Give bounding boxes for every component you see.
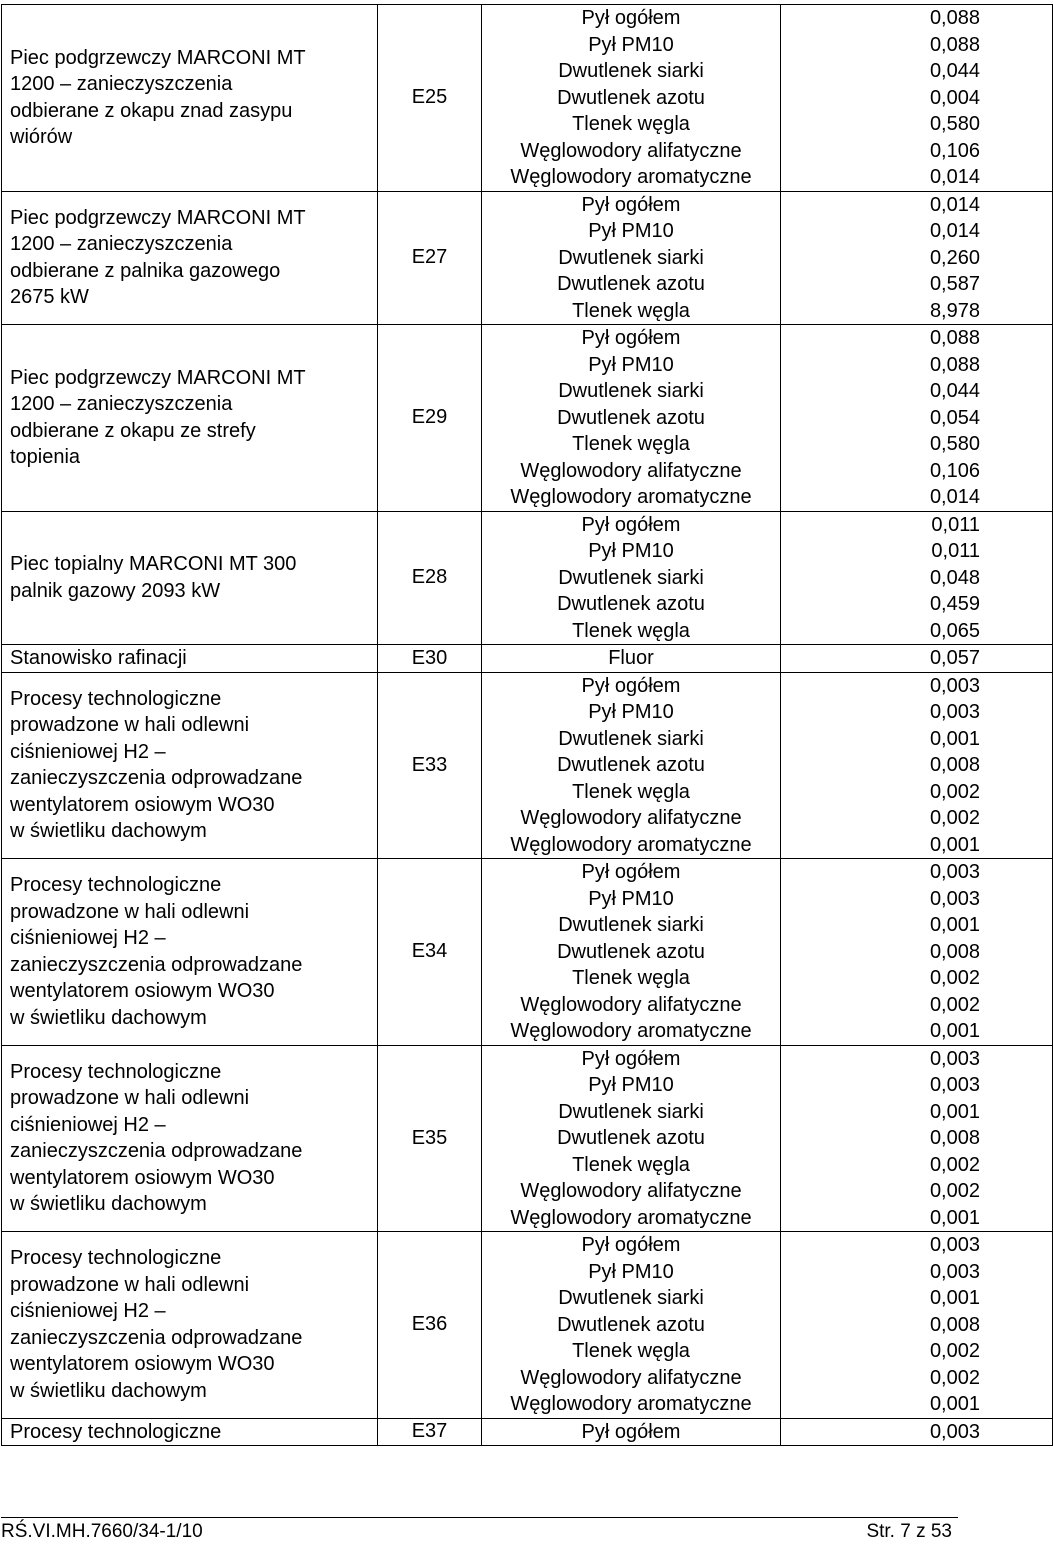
pollutant-name: Tlenek węgla xyxy=(572,113,690,135)
table-row xyxy=(2,1418,1053,1446)
emitter-code: E36 xyxy=(378,1232,482,1419)
emission-value: 0,014 xyxy=(929,220,980,242)
pollutant-name: Węglowodory alifatyczne xyxy=(520,139,742,162)
emission-value: 0,003 xyxy=(929,1234,980,1256)
emission-source-line: 1200 – zanieczyszczenia xyxy=(10,393,233,416)
emission-value-list xyxy=(781,5,1053,192)
pollutant-name: Dwutlenek azotu xyxy=(557,593,705,615)
emission-value: 0,088 xyxy=(929,353,980,376)
table-row xyxy=(2,511,1053,645)
pollutant-name: Dwutlenek siarki xyxy=(558,60,704,82)
emission-source-line: prowadzone w hali odlewni xyxy=(10,1273,250,1296)
pollutant-name: Węglowodory aromatyczne xyxy=(510,1393,752,1415)
emission-value: 0,054 xyxy=(929,406,980,429)
emission-source-cell xyxy=(2,859,378,1046)
emission-table xyxy=(1,4,1053,1446)
emission-value: 0,001 xyxy=(929,833,980,856)
emission-source-line: zanieczyszczenia odprowadzane xyxy=(10,767,303,790)
emitter-code: E35 xyxy=(378,1045,482,1232)
pollutant-name: Dwutlenek azotu xyxy=(557,1127,705,1149)
emission-value: 0,580 xyxy=(929,433,980,455)
emission-source-cell xyxy=(2,5,378,192)
emission-source-line: Procesy technologiczne xyxy=(10,1060,222,1083)
emission-value: 0,002 xyxy=(929,993,980,1016)
emission-value-list xyxy=(781,191,1053,325)
pollutant-name: Tlenek węgla xyxy=(572,433,690,455)
emitter-code: E30 xyxy=(378,645,482,673)
emission-table-body xyxy=(2,5,1053,1446)
emission-source-line: Piec podgrzewczy MARCONI MT xyxy=(10,46,306,69)
table-row xyxy=(2,645,1053,673)
pollutant-name: Fluor xyxy=(608,647,654,669)
pollutant-name: Pył PM10 xyxy=(588,887,674,910)
emission-value: 0,106 xyxy=(929,139,980,162)
emission-value-list xyxy=(781,1045,1053,1232)
pollutant-name: Pył ogółem xyxy=(581,1420,681,1443)
emission-source-line: Procesy technologiczne xyxy=(10,687,222,710)
pollutant-name: Węglowodory aromatyczne xyxy=(510,1206,752,1229)
pollutant-name: Dwutlenek azotu xyxy=(557,406,705,429)
pollutant-name: Węglowodory aromatyczne xyxy=(510,486,752,508)
emission-value: 0,001 xyxy=(929,1206,980,1229)
table-row xyxy=(2,1232,1053,1419)
pollutant-list xyxy=(482,1045,781,1232)
footer-reference: RŚ.VI.MH.7660/34-1/10 xyxy=(1,1521,203,1542)
pollutant-list xyxy=(482,1418,781,1446)
emission-value: 0,001 xyxy=(929,1020,980,1042)
emission-value-list xyxy=(781,672,1053,859)
pollutant-name: Dwutlenek siarki xyxy=(558,566,704,589)
emission-value: 0,088 xyxy=(929,33,980,56)
emission-source-line: wentylatorem osiowym WO30 xyxy=(10,1353,275,1376)
emission-source-line: ciśnieniowej H2 – xyxy=(10,927,166,950)
emission-source-cell xyxy=(2,672,378,859)
emission-source-line: w świetliku dachowym xyxy=(10,820,207,843)
emission-source-line: Stanowisko rafinacji xyxy=(10,647,187,669)
emission-source-line: odbierane z okapu znad zasypu xyxy=(10,99,293,122)
emission-value: 0,003 xyxy=(929,887,980,910)
emission-value: 0,001 xyxy=(929,1393,980,1415)
emission-value: 0,088 xyxy=(929,327,980,349)
emission-value: 0,003 xyxy=(929,701,980,723)
emission-value: 0,011 xyxy=(931,513,980,536)
emission-value: 0,044 xyxy=(929,380,980,402)
emission-value: 0,011 xyxy=(931,540,980,562)
emitter-code: E25 xyxy=(378,5,482,192)
pollutant-name: Pył PM10 xyxy=(588,1074,674,1096)
pollutant-name: Pył PM10 xyxy=(588,701,674,723)
pollutant-name: Pył PM10 xyxy=(588,1260,674,1283)
pollutant-name: Pył ogółem xyxy=(581,7,681,29)
emission-value: 0,260 xyxy=(929,246,980,269)
pollutant-name: Pył PM10 xyxy=(588,33,674,56)
emission-source-line: prowadzone w hali odlewni xyxy=(10,900,250,923)
pollutant-name: Dwutlenek azotu xyxy=(557,940,705,963)
pollutant-name: Pył PM10 xyxy=(588,540,674,562)
table-row xyxy=(2,1045,1053,1232)
emission-value: 0,001 xyxy=(929,914,980,936)
emission-source-cell xyxy=(2,1232,378,1419)
emission-source-line: zanieczyszczenia odprowadzane xyxy=(10,953,303,976)
table-row xyxy=(2,191,1053,325)
emission-value-list xyxy=(781,645,1053,673)
emission-source-line: 1200 – zanieczyszczenia xyxy=(10,233,233,256)
emission-value: 0,048 xyxy=(929,566,980,589)
emitter-code: E28 xyxy=(378,511,482,645)
emission-value: 0,008 xyxy=(929,1313,980,1336)
emission-value-list xyxy=(781,1232,1053,1419)
emission-source-line: Procesy technologiczne xyxy=(10,874,222,897)
emission-source-line: prowadzone w hali odlewni xyxy=(10,714,250,737)
emission-value-list xyxy=(781,1418,1053,1446)
pollutant-name: Dwutlenek siarki xyxy=(558,380,704,402)
pollutant-name: Węglowodory alifatyczne xyxy=(520,459,742,482)
emission-value-list xyxy=(781,511,1053,645)
pollutant-list xyxy=(482,511,781,645)
emission-source-line: odbierane z okapu ze strefy xyxy=(10,419,256,442)
emission-value: 0,044 xyxy=(929,60,980,82)
pollutant-name: Pył ogółem xyxy=(581,1234,681,1256)
pollutant-name: Węglowodory alifatyczne xyxy=(520,1180,742,1202)
emission-value: 0,002 xyxy=(929,1153,980,1176)
emission-value: 8,978 xyxy=(929,299,980,322)
table-row xyxy=(2,325,1053,512)
emitter-code: E29 xyxy=(378,325,482,512)
emission-source-cell xyxy=(2,645,378,673)
pollutant-name: Dwutlenek siarki xyxy=(558,727,704,750)
pollutant-list xyxy=(482,5,781,192)
pollutant-name: Pył PM10 xyxy=(588,353,674,376)
emission-source-line: wentylatorem osiowym WO30 xyxy=(10,1166,275,1189)
emission-value: 0,057 xyxy=(929,647,980,669)
table-row xyxy=(2,672,1053,859)
footer-rule xyxy=(1,1517,958,1518)
emission-value: 0,002 xyxy=(929,1340,980,1362)
pollutant-name: Dwutlenek siarki xyxy=(558,1100,704,1123)
pollutant-name: Dwutlenek azotu xyxy=(557,86,705,109)
emission-source-line: wentylatorem osiowym WO30 xyxy=(10,793,275,816)
emission-source-line: 2675 kW xyxy=(10,286,89,309)
table-row xyxy=(2,859,1053,1046)
emission-value: 0,459 xyxy=(929,593,980,615)
emission-source-line: wentylatorem osiowym WO30 xyxy=(10,980,275,1003)
emission-value: 0,008 xyxy=(929,754,980,776)
emission-source-line: ciśnieniowej H2 – xyxy=(10,1113,166,1136)
emission-source-line: zanieczyszczenia odprowadzane xyxy=(10,1326,303,1349)
pollutant-name: Dwutlenek siarki xyxy=(558,246,704,269)
pollutant-name: Dwutlenek azotu xyxy=(557,1313,705,1336)
emission-value: 0,003 xyxy=(929,1420,980,1443)
emission-source-line: Piec topialny MARCONI MT 300 xyxy=(10,553,297,576)
pollutant-list xyxy=(482,672,781,859)
pollutant-list xyxy=(482,645,781,673)
emission-value: 0,001 xyxy=(929,1100,980,1123)
emitter-code: E33 xyxy=(378,672,482,859)
emission-value: 0,004 xyxy=(929,86,980,109)
footer-page-number: Str. 7 z 53 xyxy=(866,1521,952,1542)
emission-value: 0,002 xyxy=(929,1366,980,1389)
emission-value: 0,003 xyxy=(929,861,980,883)
emission-value: 0,106 xyxy=(929,459,980,482)
emission-source-line: topienia xyxy=(10,446,81,469)
pollutant-name: Pył PM10 xyxy=(588,220,674,242)
emission-value: 0,001 xyxy=(929,727,980,750)
pollutant-name: Tlenek węgla xyxy=(572,299,690,322)
emission-source-line: Procesy technologiczne xyxy=(10,1247,222,1270)
emission-value: 0,088 xyxy=(929,7,980,29)
pollutant-list xyxy=(482,191,781,325)
pollutant-name: Tlenek węgla xyxy=(572,1153,690,1176)
emission-source-line: ciśnieniowej H2 – xyxy=(10,740,166,763)
pollutant-name: Tlenek węgla xyxy=(572,780,690,803)
emitter-code: E37 xyxy=(378,1418,482,1446)
emission-source-line: palnik gazowy 2093 kW xyxy=(10,579,221,602)
pollutant-name: Dwutlenek siarki xyxy=(558,1287,704,1309)
emission-source-line: odbierane z palnika gazowego xyxy=(10,259,281,282)
emission-value-list xyxy=(781,325,1053,512)
emission-value: 0,002 xyxy=(929,967,980,989)
pollutant-name: Pył ogółem xyxy=(581,861,681,883)
pollutant-name: Węglowodory aromatyczne xyxy=(510,1020,752,1042)
emission-value: 0,001 xyxy=(929,1287,980,1309)
pollutant-name: Węglowodory alifatyczne xyxy=(520,1366,742,1389)
emission-source-line: w świetliku dachowym xyxy=(10,1006,207,1029)
emission-value: 0,580 xyxy=(929,113,980,135)
emission-source-cell xyxy=(2,325,378,512)
pollutant-name: Węglowodory alifatyczne xyxy=(520,993,742,1016)
emission-value: 0,002 xyxy=(929,1180,980,1202)
emission-source-cell xyxy=(2,191,378,325)
pollutant-name: Pył ogółem xyxy=(581,513,681,536)
emission-value: 0,008 xyxy=(929,1127,980,1149)
pollutant-list xyxy=(482,859,781,1046)
pollutant-name: Pył ogółem xyxy=(581,327,681,349)
pollutant-list xyxy=(482,1232,781,1419)
emission-source-line: 1200 – zanieczyszczenia xyxy=(10,73,233,96)
emission-value: 0,014 xyxy=(929,486,980,508)
emission-value-list xyxy=(781,859,1053,1046)
pollutant-name: Dwutlenek siarki xyxy=(558,914,704,936)
emission-value: 0,003 xyxy=(929,674,980,697)
emission-source-line: w świetliku dachowym xyxy=(10,1379,207,1402)
emission-value: 0,003 xyxy=(929,1260,980,1283)
pollutant-name: Pył ogółem xyxy=(581,674,681,697)
emission-value: 0,003 xyxy=(929,1047,980,1070)
pollutant-name: Tlenek węgla xyxy=(572,967,690,989)
pollutant-name: Węglowodory aromatyczne xyxy=(510,166,752,188)
pollutant-list xyxy=(482,325,781,512)
emission-value: 0,014 xyxy=(929,193,980,216)
pollutant-name: Pył ogółem xyxy=(581,1047,681,1070)
emission-value: 0,008 xyxy=(929,940,980,963)
emission-value: 0,014 xyxy=(929,166,980,188)
pollutant-name: Dwutlenek azotu xyxy=(557,273,705,295)
emission-source-cell xyxy=(2,1418,378,1446)
emission-source-line: Piec podgrzewczy MARCONI MT xyxy=(10,206,306,229)
emission-source-line: w świetliku dachowym xyxy=(10,1193,207,1216)
pollutant-name: Węglowodory aromatyczne xyxy=(510,833,752,856)
emission-value: 0,002 xyxy=(929,780,980,803)
emission-source-line: ciśnieniowej H2 – xyxy=(10,1300,166,1323)
pollutant-name: Tlenek węgla xyxy=(572,1340,690,1362)
pollutant-name: Dwutlenek azotu xyxy=(557,754,705,776)
emission-source-line: Piec podgrzewczy MARCONI MT xyxy=(10,366,306,389)
emitter-code: E34 xyxy=(378,859,482,1046)
emission-value: 0,003 xyxy=(929,1074,980,1096)
emitter-code: E27 xyxy=(378,191,482,325)
emission-source-line: zanieczyszczenia odprowadzane xyxy=(10,1140,303,1163)
emission-value: 0,002 xyxy=(929,807,980,829)
emission-value: 0,065 xyxy=(929,619,980,642)
emission-source-line: prowadzone w hali odlewni xyxy=(10,1087,250,1110)
table-row xyxy=(2,5,1053,192)
pollutant-name: Węglowodory alifatyczne xyxy=(520,807,742,829)
emission-source-cell xyxy=(2,1045,378,1232)
pollutant-name: Pył ogółem xyxy=(581,193,681,216)
emission-value: 0,587 xyxy=(929,273,980,295)
pollutant-name: Tlenek węgla xyxy=(572,619,690,642)
emission-source-line: Procesy technologiczne xyxy=(10,1420,222,1443)
emission-source-line: wiórów xyxy=(10,126,73,149)
emission-source-cell xyxy=(2,511,378,645)
